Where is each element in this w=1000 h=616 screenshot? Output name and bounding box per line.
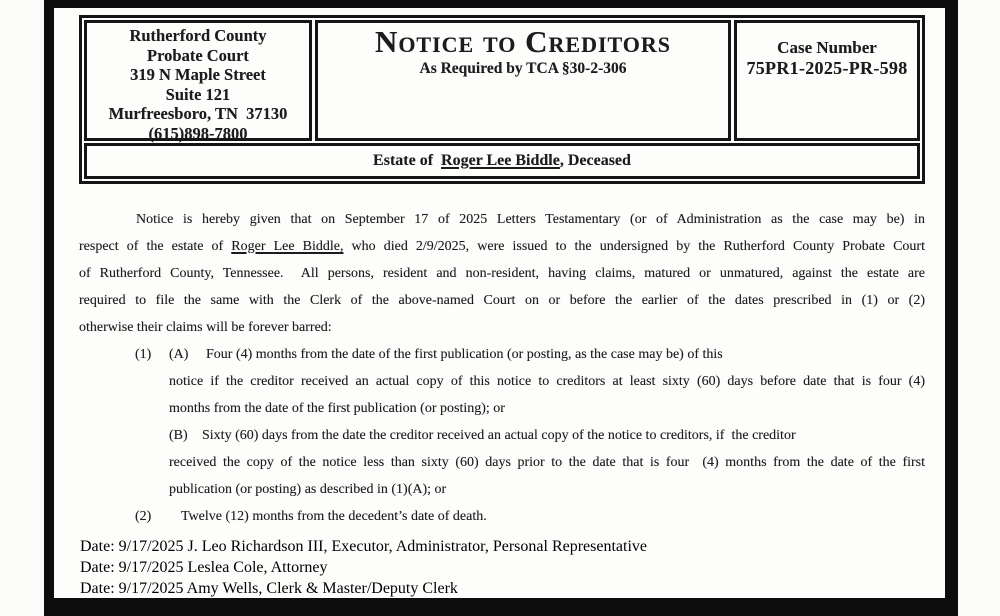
case-number-box (734, 20, 920, 141)
case-number-label: Case Number (777, 38, 877, 57)
court-name-line: Rutherford County (129, 26, 267, 45)
estate-prefix: Estate of (373, 152, 442, 169)
court-address-box (84, 20, 312, 141)
list-item-1a (135, 341, 925, 422)
estate-of-line (84, 143, 920, 179)
paragraph-line: of Rutherford County, Tennessee. All persons, resident and non-resident, having claims, matured or unmatured, against the estate are (79, 266, 925, 281)
paragraph-line: otherwise their claims will be forever barred: (79, 320, 332, 335)
estate-suffix: , Deceased (559, 152, 631, 169)
paragraph-line: Notice is hereby given that on September 17 of 2025 Letters Testamentary (or of Administration as the case may be) in (136, 212, 925, 227)
item-letter-marker: (A) (169, 347, 189, 362)
notice-title-box (315, 20, 731, 141)
item-letter-marker: (B) (169, 428, 188, 443)
date-line-executor: Date: 9/17/2025 J. Leo Richardson III, Executor, Administrator, Personal Representative (80, 538, 648, 555)
notice-header-table (79, 15, 925, 184)
document-subtitle: As Required by TCA §30-2-306 (419, 60, 627, 77)
court-phone-line: (615)898-7800 (148, 123, 248, 143)
item-text: Twelve (12) months from the decedent’s date of death. (181, 509, 487, 524)
header-top-row (84, 20, 920, 141)
deadline-list (135, 341, 925, 530)
list-item-line: publication (or posting) as described in (1)(A); or (169, 482, 447, 497)
list-item-line (135, 503, 925, 530)
decedent-name: Roger Lee Biddle (441, 152, 560, 169)
list-item-line (169, 422, 925, 449)
list-item-line: received the copy of the notice less than sixty (60) days prior to the date that is four (4) months from the date of the first (169, 455, 925, 470)
date-line-clerk: Date: 9/17/2025 Amy Wells, Clerk & Master/Deputy Clerk (80, 580, 458, 597)
court-name-line: Probate Court (147, 45, 249, 65)
court-suite-line: Suite 121 (165, 84, 231, 104)
court-street-line: 319 N Maple Street (130, 65, 266, 84)
paragraph-line (79, 233, 925, 260)
list-item-line: notice if the creditor received an actual copy of this notice to creditors at least sixty (60) days before date that is four (4) (169, 374, 925, 389)
list-item-2 (135, 503, 925, 530)
document-title: Notice to Creditors (374, 24, 672, 59)
paragraph-text: respect of the estate of (79, 239, 232, 254)
decedent-name-inline: Roger Lee Biddle, (231, 239, 344, 254)
list-item-line: months from the date of the first publication (or posting); or (169, 401, 505, 416)
paragraph-text: who died 2/9/2025, were issued to the undersigned by the Rutherford County Probate Court (343, 239, 925, 254)
scan-page-frame (44, 0, 958, 616)
item-text: Four (4) months from the date of the first publication (or posting, as the case may be) of this (206, 347, 723, 362)
case-number-value: 75PR1-2025-PR-598 (746, 58, 908, 78)
paragraph-line: required to file the same with the Clerk of the above-named Court on or before the earlier of the dates prescribed in (1) or (2) (79, 293, 925, 308)
list-item-1b (169, 422, 925, 503)
list-item-line (135, 341, 925, 368)
signature-dates (80, 536, 925, 599)
court-city-line: Murfreesboro, TN 37130 (108, 104, 288, 123)
item-text: Sixty (60) days from the date the creditor received an actual copy of the notice to creditors, if the creditor (202, 428, 796, 443)
notice-document (54, 8, 945, 599)
date-line-attorney: Date: 9/17/2025 Leslea Cole, Attorney (80, 559, 328, 576)
notice-paragraph (79, 206, 925, 341)
item-number-marker: (1) (135, 347, 152, 362)
item-number-marker: (2) (135, 509, 152, 524)
